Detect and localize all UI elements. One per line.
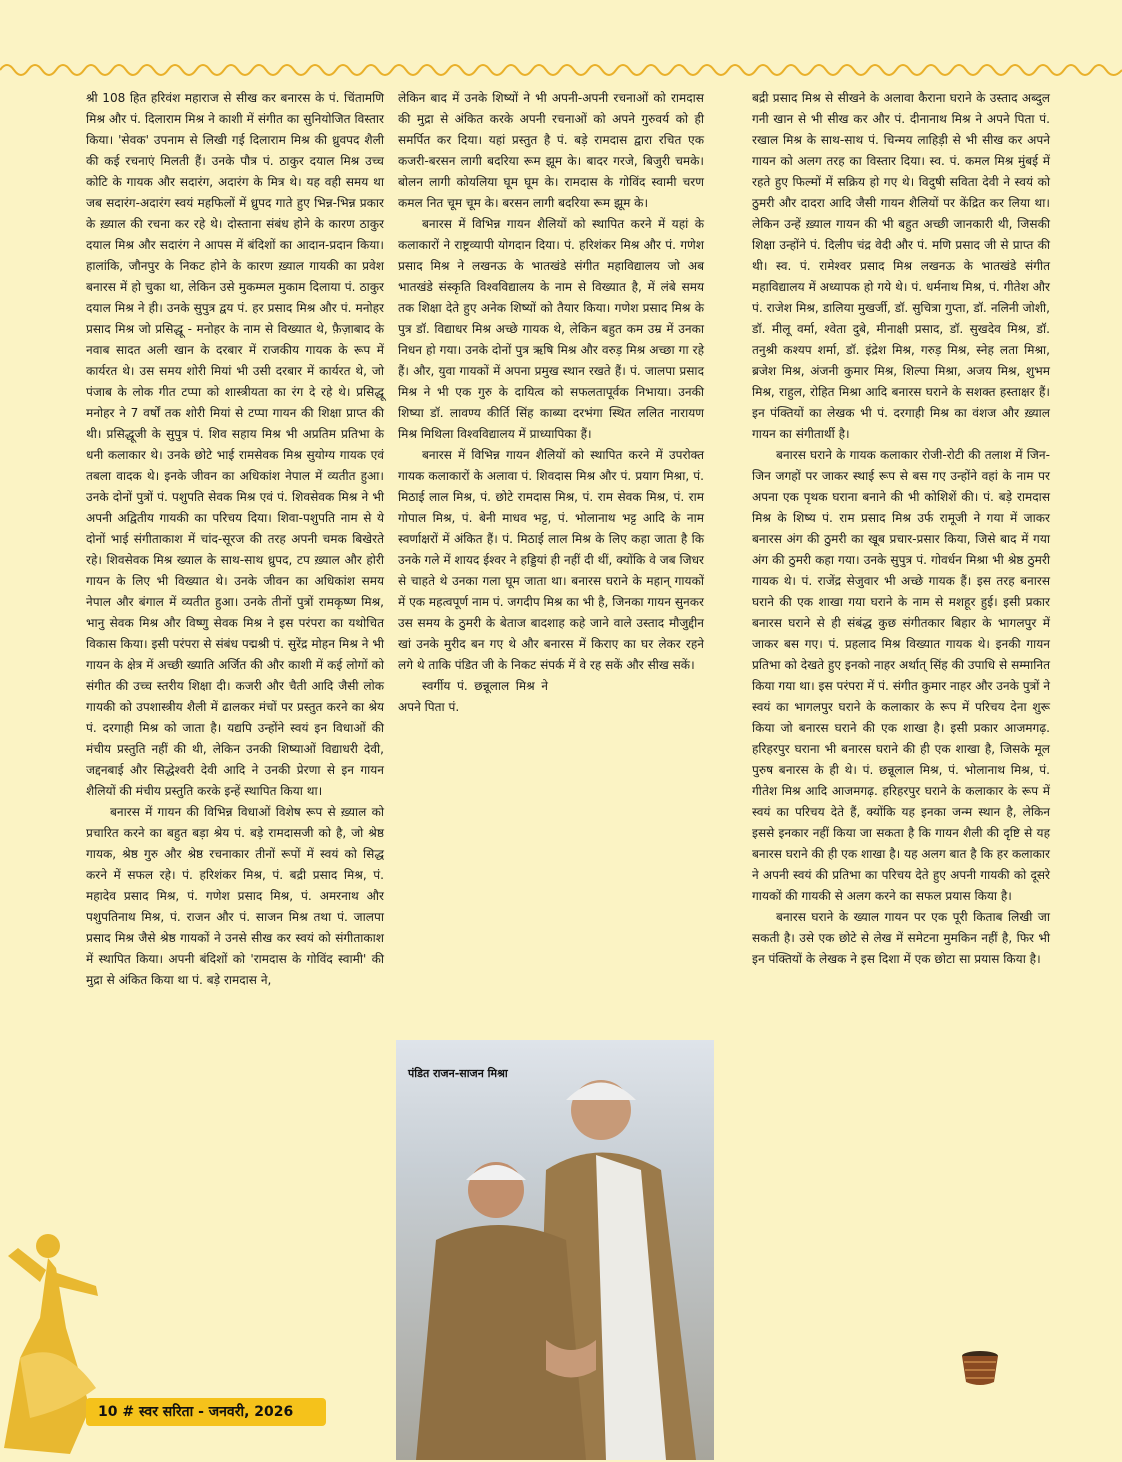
paragraph: स्वर्गीय पं. छन्नूलाल मिश्र ने अपने पिता पं. [398, 679, 548, 714]
photo-illustration [396, 1040, 714, 1460]
paragraph: बनारस घराने के गायक कलाकार रोजी-रोटी की तलाश में जिन-जिन जगहों पर जाकर स्थाई रूप से बस गए उन्होंने वहां के नाम पर अपना एक पृथक घराना बनाने की भी कोशिशें की। पं. बड़े रामदास मिश्र के शिष्य पं. राम प्रसाद मिश्र उर्फ रामूजी ने गया में जाकर बनारस अंग की ठुमरी का खूब प्रचार-प्रसार किया, जिसे बाद में गया अंग की ठुमरी कहा गया। उनके सुपुत्र पं. गोवर्धन मिश्रा भी श्रेष्ठ ठुमरी गायक थे। पं. राजेंद्र सेजुवार भी अच्छे गायक हैं। इस तरह बनारस घराने की एक शाखा गया घराने के नाम से मशहूर हुई। इसी प्रकार बनारस घराने से ही संबंद्ध कुछ संगीतकार बिहार के भागलपुर में जाकर बस गए। पं. प्रहलाद मिश्र विख्यात गायक थे। इनकी गायन प्रतिभा को देखते हुए इनको नाहर अर्थात् सिंह की उपाधि से सम्मानित किया गया था। इस परंपरा में पं. संगीत कुमार नाहर और उनके पुत्रों ने स्वयं का भागलपुर घराने के कलाकार के रूप में परिचय देना शुरू किया जो बनारस घराने की एक शाखा है। इसी प्रकार आजमगढ़. हरिहरपुर घराना भी बनारस घराने की ही एक शाखा है, जिसके मूल पुरुष बनारस के ही थे। पं. छन्नूलाल मिश्र, पं. भोलानाथ मिश्र, पं. गीतेश मिश्र आदि आजमगढ़. हरिहरपुर घराने के कलाकार के रूप में स्वयं का परिचय देते हैं, क्योंकि यह इनका जन्म स्थान है, लेकिन इससे इनकार नहीं किया जा सकता है कि गायन शैली की दृष्टि से यह बनारस घराने की ही एक शाखा है। यह अलग बात है कि हर कलाकार ने अपनी स्वयं की प्रतिभा का परिचय देते हुए अपनी गायकी को दूसरे गायकों की गायकी से अलग करने का सफल प्रयास किया है। [752, 448, 1050, 903]
paragraph: लेकिन बाद में उनके शिष्यों ने भी अपनी-अपनी रचनाओं को रामदास की मुद्रा से अंकित करके अपनी रचनाओं को अपने गुरुवर्य को ही समर्पित कर दिया। यहां प्रस्तुत है पं. बड़े रामदास द्वारा रचित एक कजरी-बरसन लागी बदरिया रूम झूम के। बादर गरजे, बिजुरी चमके। बोलन लागी कोयलिया घूम घूम के। रामदास के गोविंद स्वामी चरण कमल नित चूम चूम के। बरसन लागी बदरिया रूम झूम के। [398, 91, 704, 210]
tabla-icon [958, 1348, 1002, 1388]
paragraph: श्री 108 हित हरिवंश महाराज से सीख कर बनारस के पं. चिंतामणि मिश्र और पं. दिलाराम मिश्र ने काशी में संगीत का सुनियोजित विस्तार किया। 'सेवक' उपनाम से लिखी गई दिलाराम मिश्र की ध्रुवपद शैली की कई रचनाएं मिलती हैं। उनके पौत्र पं. ठाकुर दयाल मिश्र उच्च कोटि के गायक और सदारंग, अदारंग के मित्र थे। यह वही समय था जब सदारंग-अदारंग स्वयं महफिलों में ध्रुपद गाते हुए भिन्न-भिन्न प्रकार के ख़्याल की रचना कर रहे थे। दोस्ताना संबंध होने के कारण ठाकुर दयाल मिश्र और सदारंग ने आपस में बंदिशों का आदान-प्रदान किया। हालांकि, जौनपुर के निकट होने के कारण ख़्याल गायकी का प्रवेश बनारस में हो चुका था, लेकिन उसे मुकम्मल मुकाम दिलाया पं. ठाकुर दयाल मिश्र ने ही। उनके सुपुत्र द्वय पं. हर प्रसाद मिश्र और पं. मनोहर प्रसाद मिश्र जो प्रसिद्धू - मनोहर के नाम से विख्यात थे, फ़ैज़ाबाद के नवाब सादत अली खान के दरबार में राजकीय गायक के रूप में कार्यरत थे। उस समय शोरी मियां भी उसी दरबार में कार्यरत थे, जो पंजाब के लोक गीत टप्पा को शास्त्रीयता का रंग दे रहे थे। प्रसिद्धू मनोहर ने 7 वर्षों तक शोरी मियां से टप्पा गायन की शिक्षा प्राप्त की थी। प्रसिद्धूजी के सुपुत्र पं. शिव सहाय मिश्र भी अप्रतिम प्रतिभा के धनी कलाकार थे। उनके छोटे भाई रामसेवक मिश्र सुयोग्य गायक एवं तबला वादक थे। इनके जीवन का अधिकांश नेपाल में व्यतीत हुआ। उनके दोनों पुत्रों पं. पशुपति सेवक मिश्र एवं पं. शिवसेवक मिश्र ने भी अपनी अद्वितीय गायकी का परिचय दिया। शिवा-पशुपति नाम से ये दोनों भाई संगीताकाश में चांद-सूरज की तरह अपनी चमक बिखेरते रहे। शिवसेवक मिश्र ख्याल के साथ-साथ ध्रुपद, टप ख़्याल और होरी गायन के लिए भी विख्यात थे। उनके जीवन का अधिकांश समय नेपाल और बंगाल में व्यतीत हुआ। उनके तीनों पुत्रों रामकृष्ण मिश्र, भानु सेवक मिश्र और विष्णु सेवक मिश्र ने इस परंपरा का यथोचित विकास किया। इसी परंपरा से संबंध पद्मश्री पं. सुरेंद्र मोहन मिश्र ने भी गायन के क्षेत्र में अच्छी ख्याति अर्जित की और काशी में कई लोगों को संगीत की उच्च स्तरीय शिक्षा दी। कजरी और चैती आदि जैसी लोक गायकी को उपशास्त्रीय शैली में ढालकर मंचों पर प्रस्तुत करने का श्रेय पं. दरगाही मिश्र को जाता है। यद्यपि उन्होंने स्वयं इन विधाओं की मंचीय प्रस्तुति नहीं की थी, लेकिन उनकी शिष्याओं विद्याधरी देवी, जद्दनबाई और सिद्धेश्वरी देवी आदि ने उनकी प्रेरणा से इन गायन शैलियों की मंचीय प्रस्तुति करके इन्हें स्थापित किया था। [86, 91, 384, 798]
paragraph: बनारस घराने के ख्याल गायन पर एक पूरी किताब लिखी जा सकती है। उसे एक छोटे से लेख में समेटना मुमकिन नहीं है, फिर भी इन पंक्तियों के लेखक ने इस दिशा में एक छोटा सा प्रयास किया है। [752, 910, 1050, 966]
article-column-3 [752, 88, 1050, 970]
paragraph: बनारस में विभिन्न गायन शैलियों को स्थापित करने में यहां के कलाकारों ने राष्ट्रव्यापी योगदान दिया। पं. हरिशंकर मिश्र और पं. गणेश प्रसाद मिश्र ने लखनऊ के भातखंडे संगीत महाविद्यालय जो अब भातखंडे संस्कृति विश्वविद्यालय के नाम से विख्यात है, में लंबे समय तक शिक्षा देते हुए अनेक शिष्यों को तैयार किया। गणेश प्रसाद मिश्र के पुत्र डॉ. विद्याधर मिश्र अच्छे गायक थे, लेकिन बहुत कम उम्र में उनका निधन हो गया। उनके दोनों पुत्र ऋषि मिश्र और वरुड़ मिश्र अच्छा गा रहे हैं। और, युवा गायकों में अपना प्रमुख स्थान रखते हैं। पं. जालपा प्रसाद मिश्र ने भी एक गुरु के दायित्व को सफलतापूर्वक निभाया। उनकी शिष्या डॉ. लावण्य कीर्ति सिंह काब्या दरभंगा स्थित ललित नारायण मिश्र मिथिला विश्वविद्यालय में प्राध्यापिका हैं। [398, 217, 704, 441]
page-footer: 10 # स्वर सरिता - जनवरी, 2026 [86, 1398, 326, 1426]
photo-rajan-sajan-mishra [396, 1040, 714, 1460]
paragraph: बनारस में विभिन्न गायन शैलियों को स्थापित करने में उपरोक्त गायक कलाकारों के अलावा पं. शिवदास मिश्र और पं. प्रयाग मिश्रा, पं. मिठाई लाल मिश्र, पं. छोटे रामदास मिश्र, पं. राम सेवक मिश्र, पं. राम गोपाल मिश्र, पं. बेनी माधव भट्ट, पं. भोलानाथ भट्ट आदि के नाम स्वर्णाक्षरों में अंकित हैं। पं. मिठाई लाल मिश्र के लिए कहा जाता है कि उनके गले में शायद ईश्वर ने हड्डियां ही नहीं दी थीं, क्योंकि वे जब जिधर से चाहते थे उनका गला घूम जाता था। बनारस घराने के महान् गायकों में एक महत्वपूर्ण नाम पं. जगदीप मिश्र का भी है, जिनका गायन सुनकर उस समय के ठुमरी के बेताज बादशाह कहे जाने वाले उस्ताद मौजुद्दीन खां उनके मुरीद बन गए थे और बनारस में किराए का घर लेकर रहने लगे थे ताकि पंडित जी के निकट संपर्क में वे रह सकें और सीख सकें। [398, 448, 704, 672]
decorative-wave-border [0, 52, 1122, 82]
article-column-2 [398, 88, 704, 718]
paragraph: बनारस में गायन की विभिन्न विधाओं विशेष रूप से ख़्याल को प्रचारित करने का बहुत बड़ा श्रेय पं. बड़े रामदासजी को है, जो श्रेष्ठ गायक, श्रेष्ठ गुरु और श्रेष्ठ रचनाकार तीनों रूपों में स्वयं को सिद्ध करने में सफल रहे। पं. हरिशंकर मिश्र, पं. बद्री प्रसाद मिश्र, पं. महादेव प्रसाद मिश्र, पं. गणेश प्रसाद मिश्र, पं. अमरनाथ और पशुपतिनाथ मिश्र, पं. राजन और पं. साजन मिश्र तथा पं. जालपा प्रसाद मिश्र जैसे श्रेष्ठ गायकों ने उनसे सीख कर स्वयं को संगीताकाश में स्थापित किया। अपनी बंदिशों को 'रामदास के गोविंद स्वामी' की मुद्रा से अंकित किया था पं. बड़े रामदास ने, [86, 805, 384, 987]
photo-caption: पंडित राजन-साजन मिश्रा [408, 1067, 508, 1080]
article-column-1 [86, 88, 384, 991]
paragraph: बद्री प्रसाद मिश्र से सीखने के अलावा कैराना घराने के उस्ताद अब्दुल गनी खान से भी सीख कर और पं. दीनानाथ मिश्र ने अपने पिता पं. रखाल मिश्र के साथ-साथ पं. चिन्मय लाहिड़ी से भी सीख कर अपने गायन को अलग तरह का विस्तार दिया। स्व. पं. कमल मिश्र मुंबई में रहते हुए फिल्मों में सक्रिय हो गए थे। विदुषी सविता देवी ने स्वयं को ठुमरी और दादरा आदि जैसी गायन शैलियों पर केंद्रित कर लिया था। लेकिन उन्हें ख़्याल गायन की भी बहुत अच्छी जानकारी थी, जिसकी शिक्षा उन्होंने पं. दिलीप चंद्र वेदी और पं. मणि प्रसाद जी से प्राप्त की थी। स्व. पं. रामेश्वर प्रसाद मिश्र लखनऊ के भातखंडे संगीत महाविद्यालय में अध्यापक हो गये थे। पं. धर्मनाथ मिश्र, पं. गीतेश और पं. राजेश मिश्र, डालिया मुखर्जी, डॉ. सुचित्रा गुप्ता, डॉ. नलिनी जोशी, डॉ. मीलू वर्मा, श्वेता दुबे, मीनाक्षी प्रसाद, डॉ. सुखदेव मिश्र, डॉ. तनुश्री कश्यप शर्मा, डॉ. इंद्रेश मिश्र, गरुड़ मिश्र, स्नेह लता मिश्रा, ब्रजेश मिश्र, अंजनी कुमार मिश्र, शिल्पा मिश्रा, अजय मिश्र, शुभम मिश्र, राहुल, रोहित मिश्रा आदि बनारस घराने के सशक्त हस्ताक्षर हैं। इन पंक्तियों का लेखक भी पं. दरगाही मिश्र का वंशज और ख़्याल गायन का संगीतार्थी है। [752, 91, 1050, 441]
